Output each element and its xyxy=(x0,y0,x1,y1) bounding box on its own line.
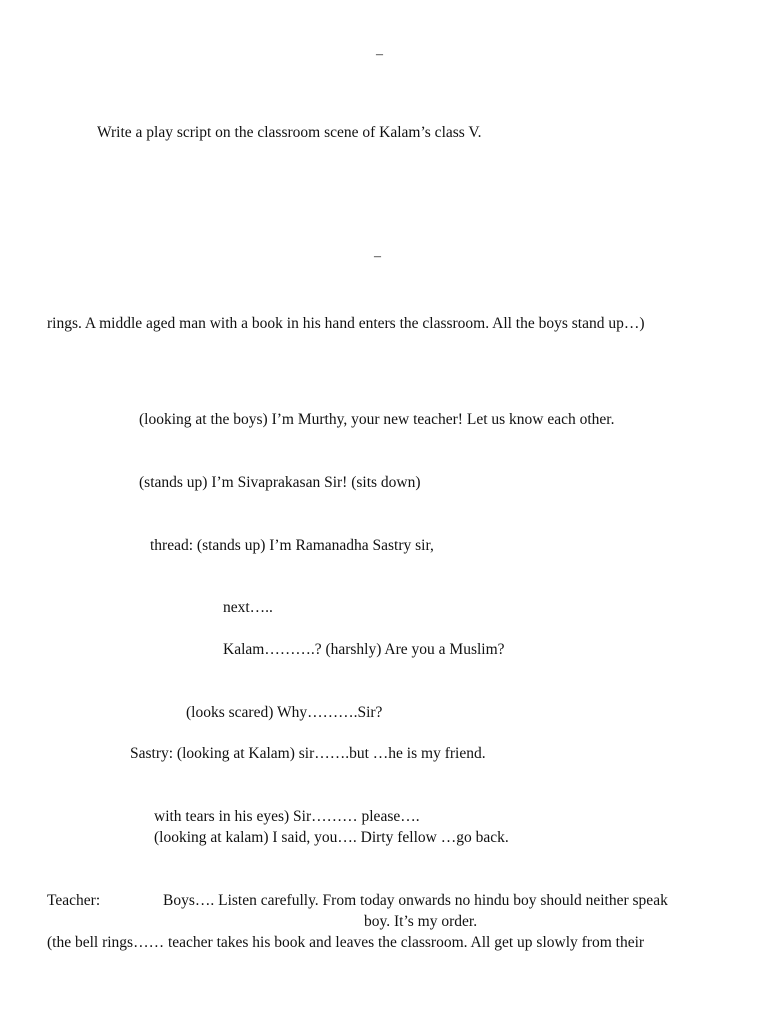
opening-stage-direction: rings. A middle aged man with a book in his hand enters the classroom. All the boys stand up…) xyxy=(47,315,645,332)
teacher-speaker-label: Teacher: xyxy=(47,892,101,909)
dialogue-line-teacher-intro: (looking at the boys) I’m Murthy, your new teacher! Let us know each other. xyxy=(139,411,615,428)
dialogue-line-sastry: Sastry: (looking at Kalam) sir…….but …he is my friend. xyxy=(130,745,486,762)
teacher-order-line-2: boy. It’s my order. xyxy=(364,913,478,930)
task-prompt: Write a play script on the classroom scene of Kalam’s class V. xyxy=(97,124,482,141)
dialogue-line-tears: with tears in his eyes) Sir……… please…. xyxy=(154,808,420,825)
closing-stage-direction: (the bell rings…… teacher takes his book and leaves the classroom. All get up slowly from their xyxy=(47,934,645,951)
section-dash: – xyxy=(374,249,381,264)
dialogue-line-kalam-scared: (looks scared) Why……….Sir? xyxy=(186,704,383,721)
dialogue-line-next: next….. xyxy=(223,599,273,616)
dialogue-line-go-back: (looking at kalam) I said, you…. Dirty fellow …go back. xyxy=(154,829,509,846)
dialogue-line-ramanadha: thread: (stands up) I’m Ramanadha Sastry sir, xyxy=(150,537,434,554)
teacher-order-line-1: Boys…. Listen carefully. From today onwards no hindu boy should neither speak xyxy=(163,892,668,909)
top-dash: – xyxy=(376,47,383,62)
dialogue-line-sivaprakasan: (stands up) I’m Sivaprakasan Sir! (sits down) xyxy=(139,474,421,491)
dialogue-line-kalam-question: Kalam……….? (harshly) Are you a Muslim? xyxy=(223,641,505,658)
